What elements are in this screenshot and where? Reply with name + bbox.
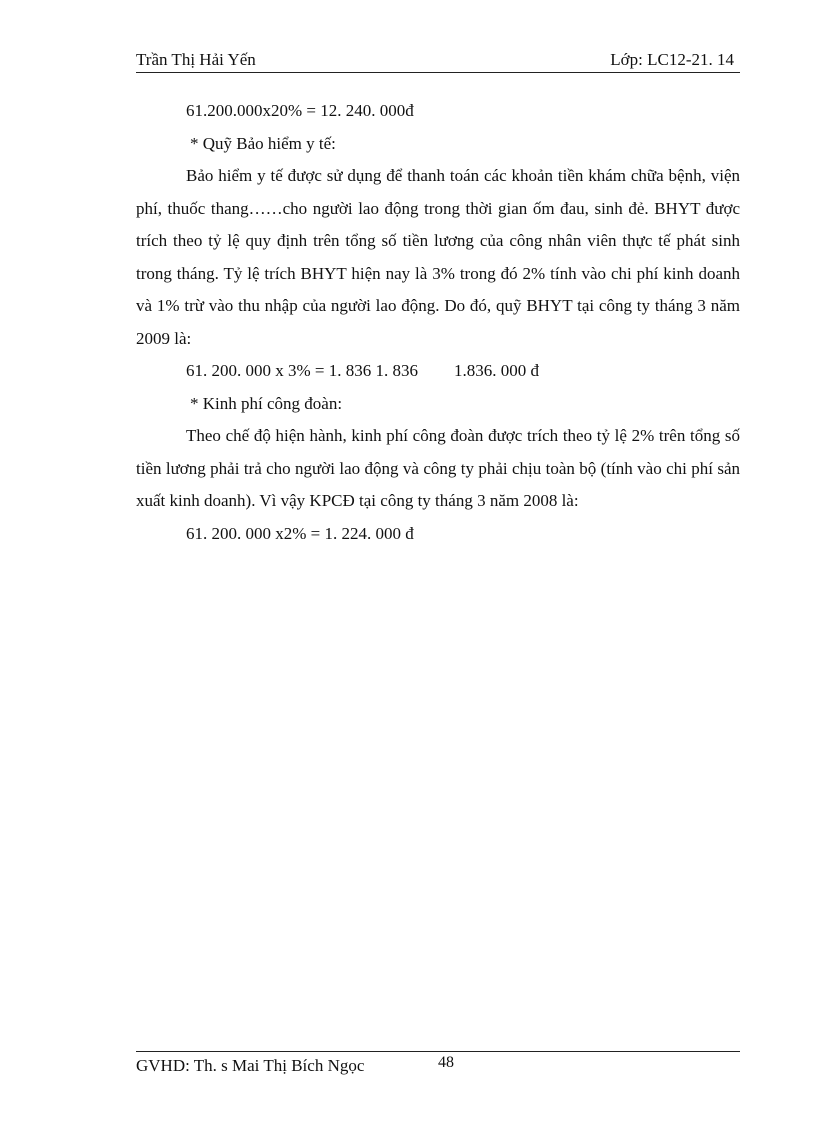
- calc-kpcd: 61. 200. 000 x2% = 1. 224. 000 đ: [186, 523, 414, 543]
- page-number: 48: [438, 1054, 454, 1071]
- calc-bhyt-expression: 61. 200. 000 x 3% = 1. 836 1. 836: [186, 361, 418, 380]
- heading-kpcd: * Kinh phí công đoàn:: [190, 393, 343, 413]
- footer-advisor: GVHD: Th. s Mai Thị Bích Ngọc: [136, 1056, 365, 1075]
- calc-bhxh: 61.200.000x20% = 12. 240. 000đ: [186, 101, 414, 120]
- paragraph-kpcd: Theo chế độ hiện hành, kinh phí công đoàn được trích theo tỷ lệ 2% trên tổng số tiền lương phải trả cho người lao động và công ty phải chịu toàn bộ (tính vào chi phí sản xuất kinh doanh). Vì vậy KPCĐ tại công ty tháng 3 năm 2008 là:: [136, 426, 740, 510]
- page-footer: [136, 1051, 740, 1075]
- header-class: Lớp: LC12-21. 14: [610, 50, 734, 69]
- heading-bhyt: * Quỹ Bảo hiểm y tế:: [190, 133, 336, 153]
- calc-bhyt-result: 1.836. 000 đ: [454, 361, 539, 380]
- header-author: Trần Thị Hải Yến: [136, 50, 256, 69]
- paragraph-bhyt: Bảo hiểm y tế được sử dụng để thanh toán các khoản tiền khám chữa bệnh, viện phí, thuốc thang……cho người lao động trong thời gian ốm đau, sinh đẻ. BHYT được trích theo tỷ lệ quy định trên tổng số tiền lương của công nhân viên thực tế phát sinh trong tháng. Tỷ lệ trích BHYT hiện nay là 3% trong đó 2% tính vào chi phí kinh doanh và 1% trừ vào thu nhập của người lao động. Do đó, quỹ BHYT tại công ty tháng 3 năm 2009 là:: [136, 166, 740, 348]
- calc-bhyt: [136, 355, 740, 388]
- page-header: [136, 48, 740, 73]
- page-body: [136, 95, 740, 550]
